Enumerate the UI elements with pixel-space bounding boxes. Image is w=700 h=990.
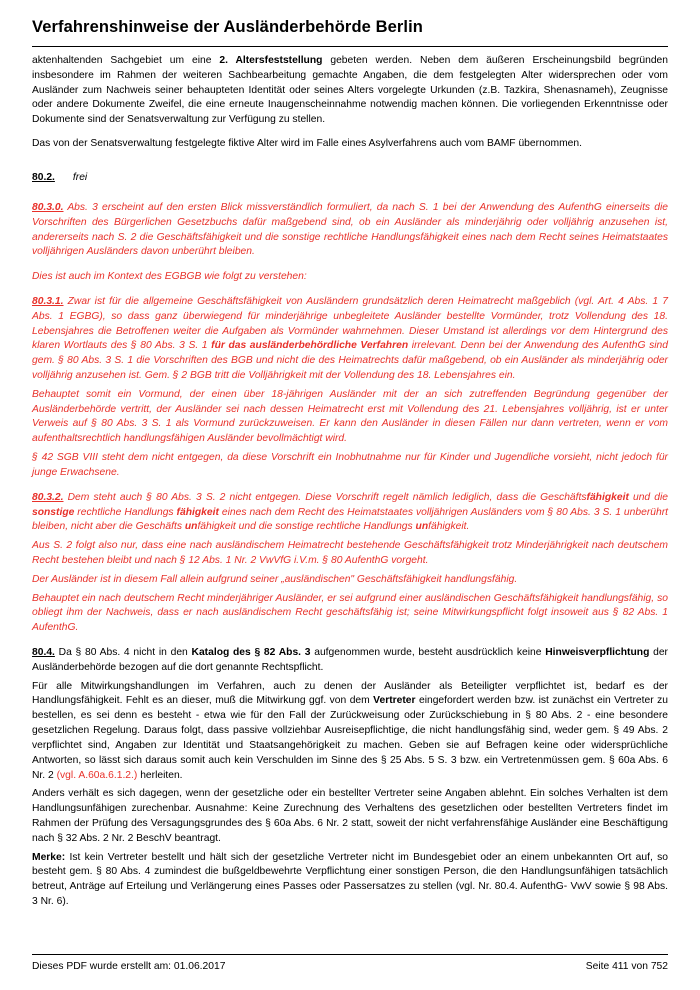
section-80-2-text: frei bbox=[72, 171, 88, 183]
intro-p1-pre: aktenhaltenden Sachgebiet um eine bbox=[32, 55, 220, 66]
section-80-2 bbox=[32, 172, 668, 183]
section-80-4-merke bbox=[32, 851, 668, 910]
section-80-3-2-paragraph-4: Behauptet ein nach deutschem Recht minderjähriger Ausländer, er sei aufgrund einer ausländischen Geschäftsfähigkeit handlungsfähig, so obliegt ihm der Nachweis, dass er nach ausländischem Recht geschäftsfähig ist; seine Mitwirkungspflicht folgt insoweit aus § 82 Abs. 1 AufenthG. bbox=[32, 592, 668, 634]
section-80-3-2-bold-4: un bbox=[184, 521, 198, 533]
section-80-4-p2-end: herleiten. bbox=[137, 769, 183, 781]
section-80-3-2-number: 80.3.2. bbox=[32, 491, 64, 503]
section-80-3-2-bold-5: un bbox=[415, 521, 429, 533]
section-80-3-2-paragraph-2: Aus S. 2 folgt also nur, dass eine nach ausländischem Heimatrecht bestehende Geschäftsfähigkeit trotz Minderjährigkeit nach deutschem Recht bestehen bleibt und nach § 12 Abs. 1 Nr. 2 VwVfG i.V.m. § 80 AufenthG vorgeht. bbox=[32, 540, 668, 566]
section-80-3-2-part-3: rechtliche Handlungs bbox=[74, 506, 177, 518]
section-80-4-bold-2: Hinweisverpflichtung bbox=[545, 647, 650, 658]
section-80-4-number: 80.4. bbox=[32, 647, 55, 658]
footer-divider bbox=[32, 954, 668, 955]
cross-reference-link[interactable]: (vgl. A.60a.6.1.2.) bbox=[56, 769, 138, 781]
section-80-3-1-number: 80.3.1. bbox=[32, 295, 64, 307]
section-80-3-2-part-4: eines nach dem Recht des Heimatstaates volljährigen Ausländers vom § 80 Abs. 3 S. 1 unberührt bleiben, nicht aber die Geschäfts bbox=[32, 506, 668, 533]
section-80-4-mid: aufgenommen wurde, besteht ausdrücklich keine bbox=[310, 647, 546, 658]
section-80-2-number: 80.2. bbox=[32, 171, 55, 183]
footer-created: Dieses PDF wurde erstellt am: 01.06.2017 bbox=[32, 961, 226, 972]
section-80-3-0 bbox=[32, 201, 668, 260]
section-80-3-2-part-1: Dem steht auch § 80 Abs. 3 S. 2 nicht entgegen. Diese Vorschrift regelt nämlich lediglich, dass die Geschäfts bbox=[67, 491, 587, 503]
section-80-3-1-paragraph-2: Behauptet somit ein Vormund, der einen über 18-jährigen Ausländer mit der an sich zutreffenden Begründung gegenüber der Ausländerbehörde vertritt, der Ausländer sei nach dessen Heimatrecht erst mit Vollendung des 21. Lebensjahres volljährig, ist er unter Verweis auf § 80 Abs. 3 S. 1 als Vormund zurückzuweisen. Er kann den Ausländer in diesen Fällen nur dann vertreten, wenn er vom aufenthaltsrechtlich handlungsfähigen Ausländer bevollmächtigt wird. bbox=[32, 388, 668, 445]
section-80-3-1 bbox=[32, 295, 668, 384]
section-80-4-p2-bold: Vertreter bbox=[373, 695, 416, 707]
intro-p1-bold: 2. Altersfeststellung bbox=[219, 55, 323, 66]
section-80-4-paragraph-2 bbox=[32, 680, 668, 784]
merke-label: Merke: bbox=[32, 851, 66, 863]
section-80-3-2-bold-2: sonstige bbox=[32, 506, 75, 518]
section-80-3-2-paragraph-3: Der Ausländer ist in diesem Fall allein aufgrund seiner „ausländischen" Geschäftsfähigkeit handlungsfähig. bbox=[32, 573, 518, 585]
section-80-3-0-text: Abs. 3 erscheint auf den ersten Blick missverständlich formuliert, da nach S. 1 bei der Anwendung des AufenthG einerseits die Vorschriften des Bürgerlichen Gesetzbuchs dafür maßgebend sind, ob ein Ausländer als minderjährig oder volljährig anzusehen ist, andererseits nach S. 2 die Geschäftsfähigkeit und die sonstige rechtliche Handlungsfähigkeit eines nach dem Recht seines Heimatstaates volljährigen Ausländers davon unberührt bleiben. bbox=[32, 201, 668, 258]
section-80-4-p2-pre: Für alle Mitwirkungshandlungen im Verfahren, auch zu denen der Ausländer als Beteiligter verpflichtet ist, bedarf es der Handlungsfähigkeit. Fehlt es an dieser, muß die Mitwirkung ggf. von dem bbox=[32, 680, 668, 707]
intro-p1-post: gebeten werden. Neben dem äußeren Erscheinungsbild begründen insbesondere im Rahmen der weiteren Sachbearbeitung gemachte Angaben, die dem festgelegten Alter widersprechen oder vom Ausländer zum Nachweis seiner behaupteten Identität oder seines Alters vorgelegte Urkunden (z.B. Tazkira, Shenasnameh), Zeugnisse oder andere Dokumente Zweifel, die eine erneute Inaugenscheinnahme notwendig machen können. Die vorliegenden Erkenntnisse oder Dokumente sind der Senatsverwaltung zur Verfügung zu stellen. bbox=[32, 55, 669, 126]
section-80-4-post: der Ausländerbehörde bezogen auf die dort genannte Rechtspflicht. bbox=[32, 647, 668, 673]
section-80-3-2-bold-1: fähigkeit bbox=[586, 491, 629, 503]
section-80-3-2-bold-3: fähigkeit bbox=[176, 506, 219, 518]
title-divider bbox=[32, 46, 668, 47]
merke-text: Ist kein Vertreter bestellt und hält sich der gesetzliche Vertreter nicht im Bundesgebiet oder an einem unbekannten Ort auf, so besteht gem. § 80 Abs. 4 zumindest die bußgeldbewehrte Verpflichtung einer sonstigen Person, die den Handlungsunfähigen tatsächlich betreut, Anträge auf Erteilung und Verlängerung eines Passes oder Passersatzes zu stellen (vgl. Nr. 80.4. AufenthG- VwV sowie § 98 Abs. 3 Nr. 6). bbox=[32, 851, 668, 907]
section-80-4-pre: Da § 80 Abs. 4 nicht in den bbox=[54, 647, 192, 658]
section-80-3-2-part-6: fähigkeit. bbox=[428, 521, 470, 533]
section-80-4-p2-post: eingefordert werden bzw. ist zunächst ein Vertreter zu bestellen, es sei denn es besteht - etwa wie für den Fall der Zurückweisung oder Zurückschiebung in § 80 Abs. 2 - eine besondere gesetzlichen Regelung. Daraus folgt, dass passive vollziehbar Ausreisepflichtige, die nicht handlungsfähig sind, weder gem. § 49 Abs. 2 verpflichtet sind, Angaben zur Identität und Staatsangehörigkeit zu machen. Geben sie auf Befragen keine oder widersprüchliche Antworten, so lässt sich daraus somit auch kein Verschulden im Sinne des § 25 Abs. 5 S. 3 bzw. ein Vertretenmüssen gem. § 60a Abs. 6 Nr. 2 bbox=[32, 695, 668, 781]
context-line: Dies ist auch im Kontext des EGBGB wie folgt zu verstehen: bbox=[32, 271, 307, 283]
section-80-3-1-bold-1: für das ausländerbehördliche Verfahren bbox=[211, 340, 409, 352]
section-80-4-bold-1: Katalog des § 82 Abs. 3 bbox=[191, 647, 311, 658]
section-80-3-0-number: 80.3.0. bbox=[32, 201, 64, 213]
intro-paragraph-2: Das von der Senatsverwaltung festgelegte fiktive Alter wird im Falle eines Asylverfahrens auch vom BAMF übernommen. bbox=[32, 138, 582, 150]
intro-paragraph-1 bbox=[32, 54, 668, 128]
page-title: Verfahrenshinweise der Ausländerbehörde Berlin bbox=[32, 18, 423, 36]
section-80-3-2-part-5: fähigkeit und die sonstige rechtliche Handlungs bbox=[197, 521, 416, 533]
footer-page-number: Seite 411 von 752 bbox=[585, 961, 668, 972]
page-footer bbox=[32, 954, 668, 972]
section-80-4 bbox=[32, 646, 668, 676]
section-80-3-1-part-1: Zwar ist für die allgemeine Geschäftsfähigkeit von Ausländern grundsätzlich deren Heimatrecht maßgeblich (vgl. Art. 4 Abs. 1 7 Abs. 1 EGBG), so dass ganz überwiegend für minderjährige unbegleitete Ausländer bestellte Vormünder, trotz Vollendung des 18. Lebensjahres die Betroffenen weiter die Aufgaben als Vormünder wahrnehmen. Dieser Umstand ist allerdings vor dem Hintergrund des klaren Wortlauts des § 80 Abs. 3 S. 1 bbox=[32, 295, 668, 352]
section-80-4-paragraph-3: Anders verhält es sich dagegen, wenn der gesetzliche oder ein bestellter Vertreter seine Angaben ablehnt. Ein solches Verhalten ist dem Handlungsunfähigen zurechenbar. Ausnahme: Keine Zurechnung des Verhaltens des gesetzlichen oder bestellten Vertreters findet im Rahmen der Prüfung des Versagungsgrundes des § 60a Abs. 6 Nr. 2 statt, soweit der nicht verfahrensfähige Ausländer eine Beschäftigung nach § 32 Abs. 2 Nr. 2 BeschV beantragt. bbox=[32, 788, 668, 844]
section-80-3-1-part-2: irrelevant. Denn bei der Anwendung des AufenthG sind gem. § 80 Abs. 3 S. 1 die Vorschriften des BGB und nicht die des Heimatrechts dafür maßgebend, ob ein Ausländer als minderjährig oder volljährig anzusehen ist. Gem. § 2 BGB tritt die Volljährigkeit mit der Vollendung des 18. Lebensjahres ein. bbox=[32, 340, 668, 381]
section-80-3-2-part-2: und die bbox=[628, 491, 668, 503]
section-80-3-2 bbox=[32, 491, 668, 535]
section-80-3-1-paragraph-3: § 42 SGB VIII steht dem nicht entgegen, da diese Vorschrift ein Inobhutnahme nur für Kinder und Jugendliche vorsieht, nicht jedoch für junge Erwachsene. bbox=[32, 452, 668, 478]
